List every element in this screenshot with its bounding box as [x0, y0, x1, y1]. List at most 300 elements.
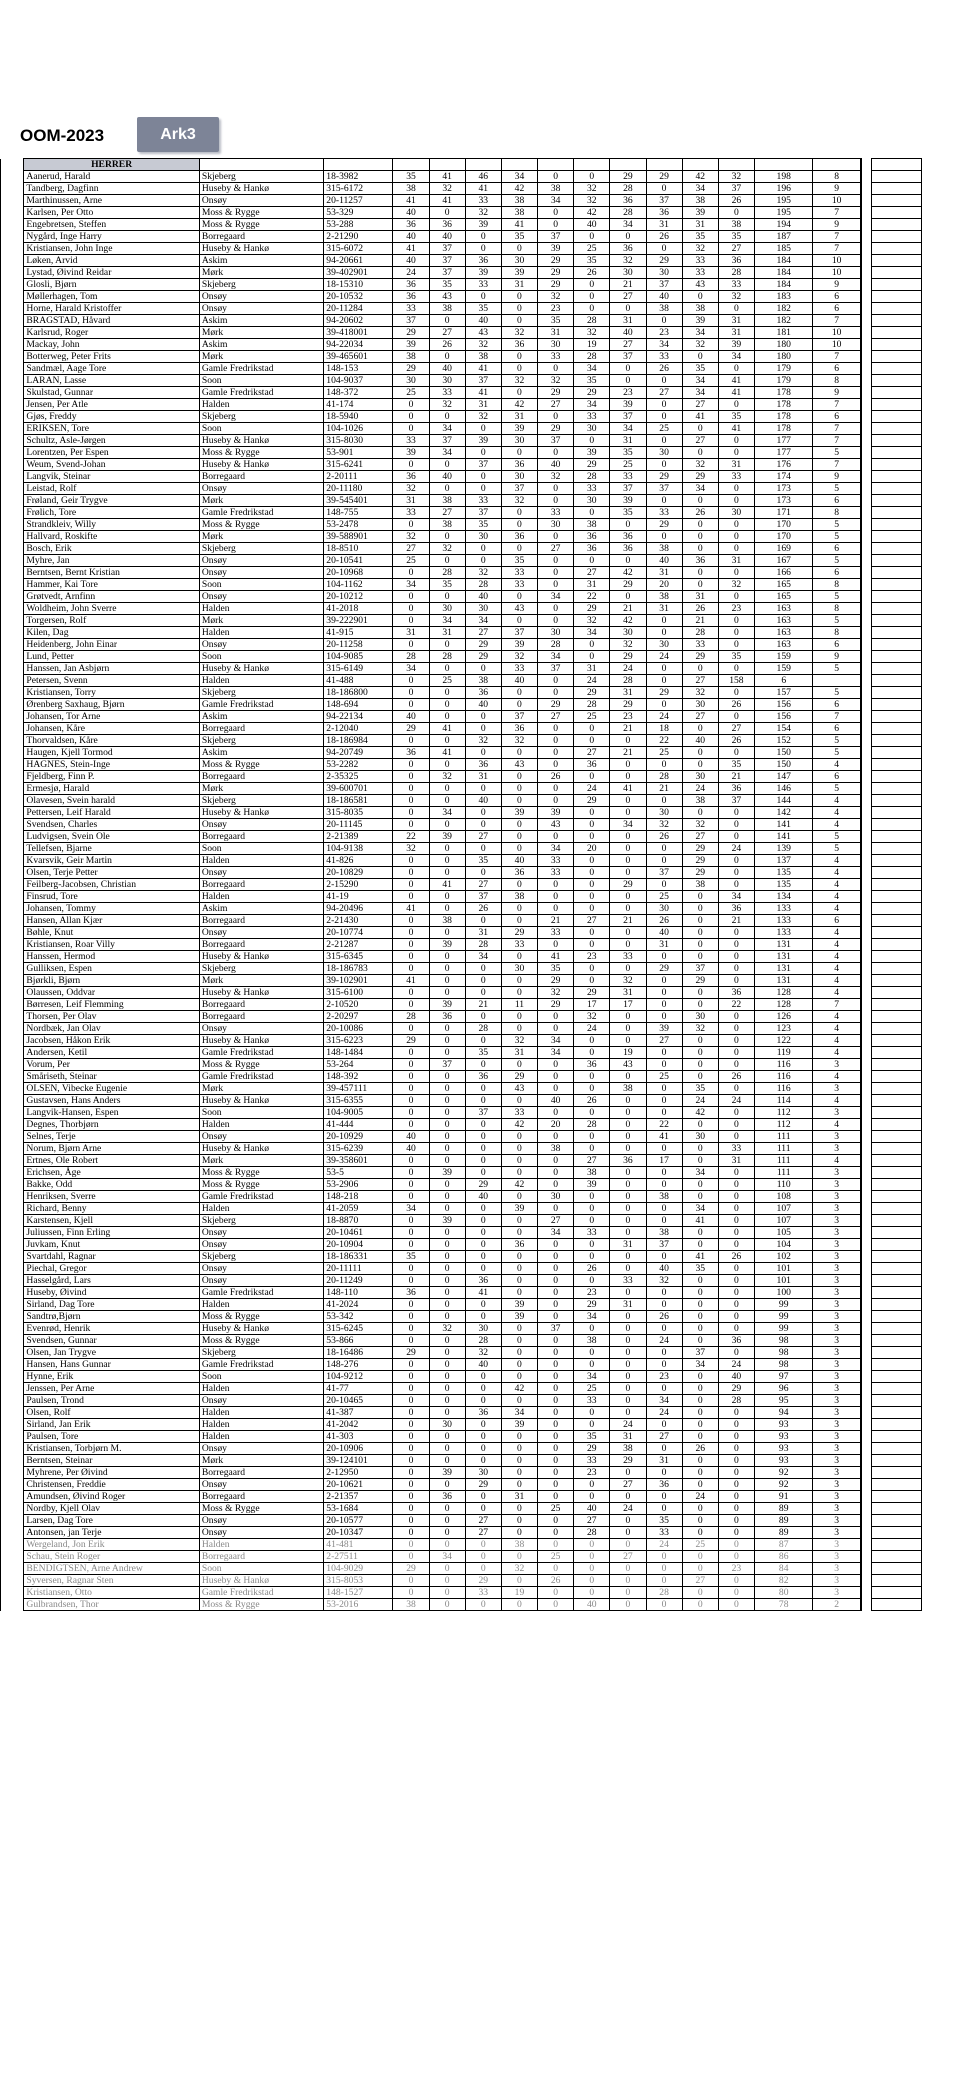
score-cell[interactable]: 31: [393, 627, 429, 639]
score-cell[interactable]: 0: [682, 1323, 718, 1335]
score-cell[interactable]: 0: [610, 1167, 646, 1179]
score-cell[interactable]: 0: [610, 1383, 646, 1395]
empty-cell[interactable]: [871, 1503, 921, 1515]
license-cell[interactable]: 53-288: [324, 219, 393, 231]
empty-cell[interactable]: [871, 891, 921, 903]
club-cell[interactable]: Soon: [199, 579, 323, 591]
player-name-cell[interactable]: Sirland, Dag Tore: [24, 1299, 199, 1311]
player-name-cell[interactable]: Christensen, Freddie: [24, 1479, 199, 1491]
empty-cell[interactable]: [871, 1263, 921, 1275]
score-cell[interactable]: 23: [610, 711, 646, 723]
club-cell[interactable]: Moss & Rygge: [199, 1059, 323, 1071]
total-cell[interactable]: 80: [754, 1587, 812, 1599]
license-cell[interactable]: 39-588901: [324, 531, 393, 543]
score-cell[interactable]: 0: [682, 1503, 718, 1515]
license-cell[interactable]: 104-9037: [324, 375, 393, 387]
score-cell[interactable]: 36: [646, 1479, 682, 1491]
score-cell[interactable]: 0: [574, 879, 610, 891]
score-cell[interactable]: 29: [682, 843, 718, 855]
license-cell[interactable]: 315-6172: [324, 183, 393, 195]
score-cell[interactable]: 39: [501, 807, 537, 819]
club-cell[interactable]: Huseby & Hankø: [199, 435, 323, 447]
score-cell[interactable]: 32: [574, 1011, 610, 1023]
score-cell[interactable]: 37: [501, 711, 537, 723]
club-cell[interactable]: Halden: [199, 855, 323, 867]
score-cell[interactable]: 0: [574, 639, 610, 651]
license-cell[interactable]: 315-6100: [324, 987, 393, 999]
score-cell[interactable]: 30: [574, 495, 610, 507]
score-cell[interactable]: 38: [646, 543, 682, 555]
empty-cell[interactable]: [871, 1227, 921, 1239]
total-cell[interactable]: 165: [754, 579, 812, 591]
license-cell[interactable]: 18-186331: [324, 1251, 393, 1263]
score-cell[interactable]: 0: [574, 1575, 610, 1587]
player-name-cell[interactable]: Jensen, Per Atle: [24, 399, 199, 411]
score-cell[interactable]: 0: [718, 687, 754, 699]
score-cell[interactable]: 35: [393, 171, 429, 183]
score-cell[interactable]: 0: [501, 747, 537, 759]
score-cell[interactable]: 36: [574, 1059, 610, 1071]
empty-cell[interactable]: [871, 1143, 921, 1155]
score-cell[interactable]: 30: [429, 1419, 465, 1431]
player-name-cell[interactable]: Gulbrandsen, Thor: [24, 1599, 199, 1611]
count-cell[interactable]: 3: [813, 1203, 861, 1215]
score-cell[interactable]: 0: [610, 1251, 646, 1263]
license-cell[interactable]: 20-10541: [324, 555, 393, 567]
score-cell[interactable]: 0: [682, 543, 718, 555]
score-cell[interactable]: 25: [429, 675, 465, 687]
score-cell[interactable]: 0: [501, 543, 537, 555]
score-cell[interactable]: 34: [682, 387, 718, 399]
score-cell[interactable]: 21: [610, 603, 646, 615]
club-cell[interactable]: Huseby & Hankø: [199, 1575, 323, 1587]
score-cell[interactable]: 0: [682, 423, 718, 435]
score-cell[interactable]: 0: [538, 531, 574, 543]
score-cell[interactable]: 0: [393, 1179, 429, 1191]
empty-cell[interactable]: [871, 1359, 921, 1371]
score-cell[interactable]: 27: [610, 339, 646, 351]
license-cell[interactable]: 39-124101: [324, 1455, 393, 1467]
score-cell[interactable]: 0: [538, 1131, 574, 1143]
score-cell[interactable]: 0: [646, 879, 682, 891]
club-cell[interactable]: Mørk: [199, 351, 323, 363]
total-cell[interactable]: 114: [754, 1095, 812, 1107]
total-cell[interactable]: 163: [754, 615, 812, 627]
score-cell[interactable]: 27: [610, 1551, 646, 1563]
score-cell[interactable]: 34: [429, 423, 465, 435]
empty-cell[interactable]: [871, 759, 921, 771]
score-cell[interactable]: 0: [682, 447, 718, 459]
license-cell[interactable]: 20-10086: [324, 1023, 393, 1035]
count-cell[interactable]: 5: [813, 831, 861, 843]
club-cell[interactable]: Mørk: [199, 783, 323, 795]
score-cell[interactable]: 0: [538, 759, 574, 771]
score-cell[interactable]: 29: [610, 699, 646, 711]
score-cell[interactable]: 0: [393, 939, 429, 951]
score-cell[interactable]: 0: [393, 855, 429, 867]
license-cell[interactable]: 148-1527: [324, 1587, 393, 1599]
player-name-cell[interactable]: Schau, Stein Roger: [24, 1551, 199, 1563]
score-cell[interactable]: 24: [682, 783, 718, 795]
score-cell[interactable]: 0: [610, 1395, 646, 1407]
score-cell[interactable]: 32: [718, 579, 754, 591]
score-cell[interactable]: 34: [574, 627, 610, 639]
score-cell[interactable]: 40: [465, 591, 501, 603]
count-cell[interactable]: 3: [813, 1299, 861, 1311]
score-cell[interactable]: 0: [429, 1431, 465, 1443]
score-cell[interactable]: 33: [682, 639, 718, 651]
club-cell[interactable]: Skjeberg: [199, 687, 323, 699]
score-cell[interactable]: 28: [574, 1527, 610, 1539]
club-cell[interactable]: Askim: [199, 339, 323, 351]
score-cell[interactable]: 0: [718, 867, 754, 879]
license-cell[interactable]: 315-6241: [324, 459, 393, 471]
score-cell[interactable]: 32: [610, 255, 646, 267]
score-cell[interactable]: 37: [610, 483, 646, 495]
score-cell[interactable]: 0: [501, 1443, 537, 1455]
score-cell[interactable]: 25: [610, 459, 646, 471]
score-cell[interactable]: 0: [682, 927, 718, 939]
score-cell[interactable]: 41: [429, 171, 465, 183]
score-cell[interactable]: 38: [610, 1443, 646, 1455]
total-cell[interactable]: 183: [754, 291, 812, 303]
count-cell[interactable]: 6: [813, 699, 861, 711]
score-cell[interactable]: 0: [501, 987, 537, 999]
count-cell[interactable]: 6: [813, 771, 861, 783]
score-cell[interactable]: 0: [429, 663, 465, 675]
score-cell[interactable]: 0: [501, 1167, 537, 1179]
total-cell[interactable]: 135: [754, 879, 812, 891]
score-cell[interactable]: 0: [538, 879, 574, 891]
score-cell[interactable]: 36: [465, 1275, 501, 1287]
score-cell[interactable]: 38: [682, 795, 718, 807]
score-cell[interactable]: 35: [465, 303, 501, 315]
empty-cell[interactable]: [871, 1587, 921, 1599]
count-cell[interactable]: 7: [813, 243, 861, 255]
score-cell[interactable]: 39: [610, 399, 646, 411]
license-cell[interactable]: 2-27511: [324, 1551, 393, 1563]
total-cell[interactable]: 116: [754, 1059, 812, 1071]
score-cell[interactable]: 0: [610, 855, 646, 867]
score-cell[interactable]: 0: [574, 1239, 610, 1251]
empty-cell[interactable]: [871, 651, 921, 663]
license-cell[interactable]: 20-11257: [324, 195, 393, 207]
player-name-cell[interactable]: Schultz, Asle-Jørgen: [24, 435, 199, 447]
license-cell[interactable]: 53-5: [324, 1167, 393, 1179]
score-cell[interactable]: 37: [682, 1347, 718, 1359]
player-name-cell[interactable]: BRAGSTAD, Håvard: [24, 315, 199, 327]
score-cell[interactable]: 29: [538, 975, 574, 987]
score-cell[interactable]: 24: [574, 783, 610, 795]
count-cell[interactable]: 3: [813, 1539, 861, 1551]
club-cell[interactable]: Soon: [199, 651, 323, 663]
license-cell[interactable]: 20-11111: [324, 1263, 393, 1275]
score-cell[interactable]: 0: [538, 747, 574, 759]
license-cell[interactable]: 39-457111: [324, 1083, 393, 1095]
license-cell[interactable]: 53-2478: [324, 519, 393, 531]
total-cell[interactable]: 101: [754, 1263, 812, 1275]
score-cell[interactable]: 0: [465, 819, 501, 831]
player-name-cell[interactable]: Gustavsen, Hans Anders: [24, 1095, 199, 1107]
score-cell[interactable]: 39: [465, 267, 501, 279]
score-cell[interactable]: 40: [429, 471, 465, 483]
score-cell[interactable]: 31: [610, 987, 646, 999]
empty-cell[interactable]: [871, 459, 921, 471]
score-cell[interactable]: 0: [465, 1371, 501, 1383]
score-cell[interactable]: 0: [501, 1431, 537, 1443]
score-cell[interactable]: 0: [429, 1515, 465, 1527]
club-cell[interactable]: Borregaard: [199, 879, 323, 891]
score-cell[interactable]: 0: [429, 699, 465, 711]
score-cell[interactable]: 42: [501, 399, 537, 411]
score-cell[interactable]: 0: [646, 1575, 682, 1587]
score-cell[interactable]: 0: [465, 1563, 501, 1575]
score-cell[interactable]: 0: [429, 927, 465, 939]
count-cell[interactable]: 5: [813, 591, 861, 603]
club-cell[interactable]: Soon: [199, 843, 323, 855]
license-cell[interactable]: 104-9005: [324, 1107, 393, 1119]
score-cell[interactable]: 0: [501, 1467, 537, 1479]
total-cell[interactable]: 116: [754, 1071, 812, 1083]
score-cell[interactable]: 29: [393, 1347, 429, 1359]
score-cell[interactable]: 0: [465, 1311, 501, 1323]
score-cell[interactable]: 26: [682, 603, 718, 615]
score-cell[interactable]: 36: [429, 1491, 465, 1503]
score-cell[interactable]: 33: [465, 195, 501, 207]
player-name-cell[interactable]: Bøhle, Knut: [24, 927, 199, 939]
score-cell[interactable]: 42: [610, 567, 646, 579]
score-cell[interactable]: 24: [574, 1023, 610, 1035]
score-cell[interactable]: 0: [610, 1215, 646, 1227]
count-cell[interactable]: 3: [813, 1059, 861, 1071]
score-cell[interactable]: 37: [465, 459, 501, 471]
club-cell[interactable]: Borregaard: [199, 831, 323, 843]
club-cell[interactable]: Huseby & Hankø: [199, 1035, 323, 1047]
empty-cell[interactable]: [871, 375, 921, 387]
score-cell[interactable]: 0: [682, 1551, 718, 1563]
total-cell[interactable]: 89: [754, 1503, 812, 1515]
score-cell[interactable]: 0: [393, 1023, 429, 1035]
score-cell[interactable]: 0: [538, 675, 574, 687]
score-cell[interactable]: 32: [538, 375, 574, 387]
score-cell[interactable]: 36: [682, 555, 718, 567]
count-cell[interactable]: 6: [813, 543, 861, 555]
score-cell[interactable]: 30: [393, 375, 429, 387]
score-cell[interactable]: 0: [574, 1491, 610, 1503]
score-cell[interactable]: 32: [682, 243, 718, 255]
count-cell[interactable]: 6: [813, 639, 861, 651]
count-cell[interactable]: 8: [813, 171, 861, 183]
score-cell[interactable]: 0: [718, 399, 754, 411]
license-cell[interactable]: 18-15310: [324, 279, 393, 291]
score-cell[interactable]: 0: [538, 1263, 574, 1275]
score-cell[interactable]: 0: [538, 1407, 574, 1419]
score-cell[interactable]: 31: [646, 603, 682, 615]
score-cell[interactable]: 36: [393, 219, 429, 231]
player-name-cell[interactable]: OLSEN, Vibecke Eugenie: [24, 1083, 199, 1095]
score-cell[interactable]: 0: [501, 1215, 537, 1227]
total-cell[interactable]: 135: [754, 867, 812, 879]
score-cell[interactable]: 0: [501, 243, 537, 255]
score-cell[interactable]: 38: [429, 303, 465, 315]
player-name-cell[interactable]: Gjøs, Freddy: [24, 411, 199, 423]
empty-cell[interactable]: [871, 399, 921, 411]
count-cell[interactable]: 3: [813, 1311, 861, 1323]
total-cell[interactable]: 154: [754, 723, 812, 735]
score-cell[interactable]: 34: [538, 843, 574, 855]
score-cell[interactable]: 0: [610, 1323, 646, 1335]
total-cell[interactable]: 196: [754, 183, 812, 195]
score-cell[interactable]: 0: [429, 1311, 465, 1323]
score-cell[interactable]: 0: [718, 1599, 754, 1611]
empty-cell[interactable]: [871, 1251, 921, 1263]
score-cell[interactable]: 0: [574, 963, 610, 975]
score-cell[interactable]: 0: [610, 891, 646, 903]
score-cell[interactable]: 34: [682, 375, 718, 387]
score-cell[interactable]: 41: [429, 747, 465, 759]
club-cell[interactable]: Moss & Rygge: [199, 759, 323, 771]
empty-cell[interactable]: [871, 1323, 921, 1335]
score-cell[interactable]: 0: [465, 1083, 501, 1095]
count-cell[interactable]: 3: [813, 1239, 861, 1251]
score-cell[interactable]: 38: [574, 519, 610, 531]
score-cell[interactable]: 29: [393, 723, 429, 735]
score-cell[interactable]: 40: [465, 1191, 501, 1203]
license-cell[interactable]: 53-264: [324, 1059, 393, 1071]
score-cell[interactable]: 0: [429, 855, 465, 867]
player-name-cell[interactable]: HAGNES, Stein-Inge: [24, 759, 199, 771]
score-cell[interactable]: 30: [718, 507, 754, 519]
score-cell[interactable]: 0: [538, 363, 574, 375]
total-cell[interactable]: 99: [754, 1323, 812, 1335]
score-cell[interactable]: 30: [646, 639, 682, 651]
score-cell[interactable]: 30: [501, 435, 537, 447]
player-name-cell[interactable]: ERIKSEN, Tore: [24, 423, 199, 435]
score-cell[interactable]: 0: [538, 1371, 574, 1383]
score-cell[interactable]: 0: [718, 1431, 754, 1443]
license-cell[interactable]: 315-6223: [324, 1035, 393, 1047]
score-cell[interactable]: 23: [538, 303, 574, 315]
score-cell[interactable]: 0: [393, 783, 429, 795]
score-cell[interactable]: 32: [501, 495, 537, 507]
score-cell[interactable]: 20: [538, 1119, 574, 1131]
empty-cell[interactable]: [871, 1119, 921, 1131]
club-cell[interactable]: Gamle Fredrikstad: [199, 1071, 323, 1083]
club-cell[interactable]: Skjeberg: [199, 171, 323, 183]
club-cell[interactable]: Onsøy: [199, 1275, 323, 1287]
score-cell[interactable]: 29: [501, 927, 537, 939]
score-cell[interactable]: 26: [574, 267, 610, 279]
score-cell[interactable]: 30: [646, 807, 682, 819]
count-cell[interactable]: 10: [813, 327, 861, 339]
score-cell[interactable]: 0: [538, 495, 574, 507]
player-name-cell[interactable]: Amundsen, Øivind Roger: [24, 1491, 199, 1503]
score-cell[interactable]: 31: [538, 327, 574, 339]
player-name-cell[interactable]: Finsrud, Tore: [24, 891, 199, 903]
score-cell[interactable]: 21: [610, 279, 646, 291]
score-cell[interactable]: 28: [682, 627, 718, 639]
score-cell[interactable]: 34: [610, 219, 646, 231]
score-cell[interactable]: 0: [429, 1455, 465, 1467]
player-name-cell[interactable]: Bakke, Odd: [24, 1179, 199, 1191]
empty-cell[interactable]: [871, 1563, 921, 1575]
header-empty-cell[interactable]: [465, 159, 501, 171]
count-cell[interactable]: 3: [813, 1371, 861, 1383]
count-cell[interactable]: 7: [813, 711, 861, 723]
score-cell[interactable]: 21: [610, 747, 646, 759]
count-cell[interactable]: [813, 675, 861, 687]
score-cell[interactable]: 0: [718, 1227, 754, 1239]
score-cell[interactable]: 0: [393, 1275, 429, 1287]
score-cell[interactable]: 32: [393, 483, 429, 495]
score-cell[interactable]: 0: [501, 1251, 537, 1263]
score-cell[interactable]: 27: [465, 627, 501, 639]
score-cell[interactable]: 36: [393, 1287, 429, 1299]
header-empty-cell[interactable]: [754, 159, 812, 171]
score-cell[interactable]: 0: [646, 615, 682, 627]
score-cell[interactable]: 35: [574, 1431, 610, 1443]
score-cell[interactable]: 0: [538, 1287, 574, 1299]
score-cell[interactable]: 36: [429, 219, 465, 231]
count-cell[interactable]: 6: [813, 411, 861, 423]
club-cell[interactable]: Huseby & Hankø: [199, 459, 323, 471]
total-cell[interactable]: 142: [754, 807, 812, 819]
score-cell[interactable]: 26: [718, 735, 754, 747]
empty-cell[interactable]: [871, 435, 921, 447]
player-name-cell[interactable]: Hasselgård, Lars: [24, 1275, 199, 1287]
player-name-cell[interactable]: Svendsen, Charles: [24, 819, 199, 831]
score-cell[interactable]: 0: [465, 975, 501, 987]
score-cell[interactable]: 40: [574, 219, 610, 231]
score-cell[interactable]: 36: [718, 783, 754, 795]
score-cell[interactable]: 29: [538, 267, 574, 279]
empty-cell[interactable]: [871, 1047, 921, 1059]
score-cell[interactable]: 0: [393, 399, 429, 411]
score-cell[interactable]: 24: [610, 663, 646, 675]
score-cell[interactable]: 39: [429, 939, 465, 951]
score-cell[interactable]: 0: [393, 1587, 429, 1599]
score-cell[interactable]: 0: [393, 1311, 429, 1323]
score-cell[interactable]: 32: [610, 975, 646, 987]
score-cell[interactable]: 0: [393, 1335, 429, 1347]
club-cell[interactable]: Moss & Rygge: [199, 519, 323, 531]
empty-cell[interactable]: [871, 1215, 921, 1227]
score-cell[interactable]: 0: [465, 711, 501, 723]
score-cell[interactable]: 32: [682, 1023, 718, 1035]
score-cell[interactable]: 43: [501, 759, 537, 771]
count-cell[interactable]: 5: [813, 555, 861, 567]
score-cell[interactable]: 26: [429, 339, 465, 351]
count-cell[interactable]: 7: [813, 351, 861, 363]
score-cell[interactable]: 0: [538, 615, 574, 627]
score-cell[interactable]: 0: [682, 1479, 718, 1491]
player-name-cell[interactable]: Johansen, Tor Arne: [24, 711, 199, 723]
score-cell[interactable]: 30: [682, 771, 718, 783]
score-cell[interactable]: 29: [610, 651, 646, 663]
score-cell[interactable]: 38: [538, 183, 574, 195]
club-cell[interactable]: Moss & Rygge: [199, 1599, 323, 1611]
score-cell[interactable]: 34: [429, 447, 465, 459]
club-cell[interactable]: Borregaard: [199, 999, 323, 1011]
score-cell[interactable]: 0: [501, 615, 537, 627]
player-name-cell[interactable]: Engebretsen, Steffen: [24, 219, 199, 231]
total-cell[interactable]: 111: [754, 1131, 812, 1143]
score-cell[interactable]: 34: [682, 183, 718, 195]
score-cell[interactable]: 35: [610, 507, 646, 519]
empty-cell[interactable]: [871, 963, 921, 975]
score-cell[interactable]: 0: [646, 1203, 682, 1215]
score-cell[interactable]: 29: [538, 279, 574, 291]
